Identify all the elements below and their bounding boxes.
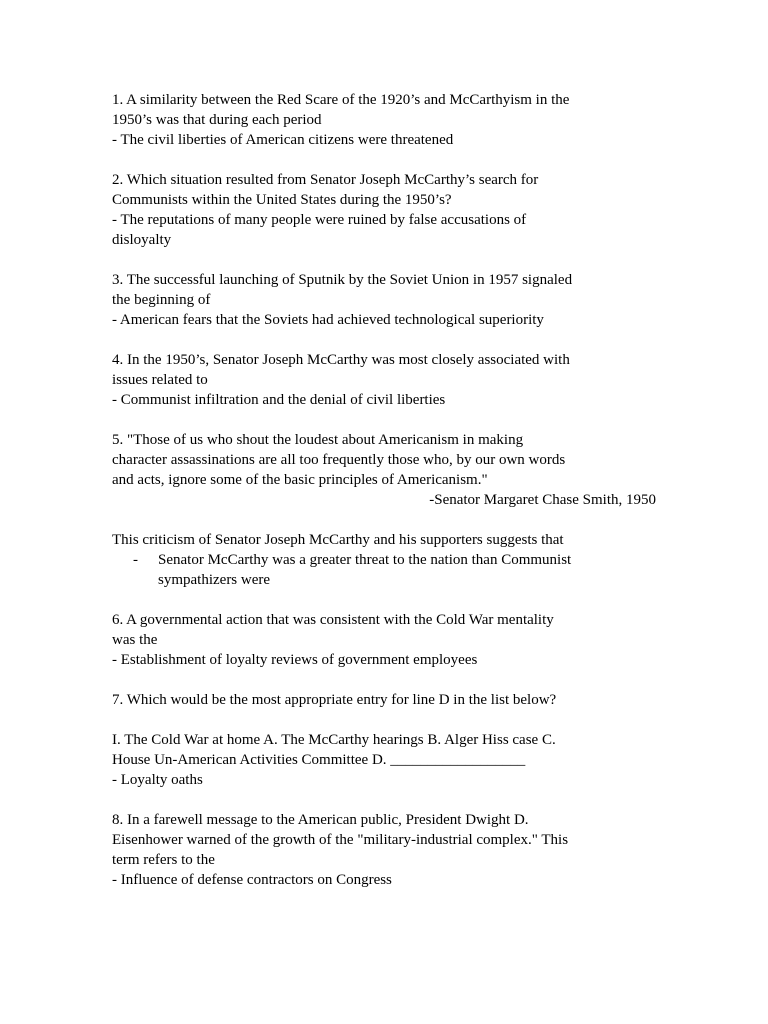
- quote-attribution: -Senator Margaret Chase Smith, 1950: [429, 492, 656, 508]
- question-text: 3. The successful launching of Sputnik by the Soviet Union in 1957 signaled: [112, 272, 573, 288]
- question-text: 8. In a farewell message to the American public, President Dwight D.: [112, 812, 529, 828]
- question-5-followup: [112, 530, 662, 590]
- question-text: 1. A similarity between the Red Scare of the 1920’s and McCarthyism in the: [112, 92, 570, 108]
- question-text: 7. Which would be the most appropriate entry for line D in the list below?: [112, 692, 557, 708]
- question-text: This criticism of Senator Joseph McCarthy and his supporters suggests that: [112, 532, 564, 548]
- question-text: issues related to: [112, 372, 208, 388]
- answer-text-line: sympathizers were: [158, 572, 271, 588]
- answer-bullet: [133, 550, 662, 590]
- question-5: [112, 430, 662, 510]
- answer-text: - Loyalty oaths: [112, 772, 203, 788]
- quote-text: 5. "Those of us who shout the loudest about Americanism in making: [112, 432, 524, 448]
- answer-text: - The reputations of many people were ruined by false accusations of: [112, 212, 527, 228]
- question-7-list: [112, 730, 662, 790]
- question-text: 1950’s was that during each period: [112, 112, 322, 128]
- answer-text: disloyalty: [112, 232, 172, 248]
- question-8: [112, 810, 662, 890]
- answer-text: - Establishment of loyalty reviews of government employees: [112, 652, 478, 668]
- answer-text: [158, 550, 662, 590]
- document-page: [112, 90, 662, 910]
- answer-text: - Influence of defense contractors on Congress: [112, 872, 392, 888]
- question-7: [112, 690, 662, 710]
- answer-text: - Communist infiltration and the denial of civil liberties: [112, 392, 446, 408]
- question-3: [112, 270, 662, 330]
- question-text: 2. Which situation resulted from Senator Joseph McCarthy’s search for: [112, 172, 539, 188]
- list-text: I. The Cold War at home A. The McCarthy hearings B. Alger Hiss case C.: [112, 732, 556, 748]
- quote-text: character assassinations are all too frequently those who, by our own words: [112, 452, 566, 468]
- list-text: House Un-American Activities Committee D. __________________: [112, 752, 526, 768]
- bullet-dash: -: [133, 552, 138, 568]
- answer-text: - The civil liberties of American citizens were threatened: [112, 132, 454, 148]
- question-text: 6. A governmental action that was consistent with the Cold War mentality: [112, 612, 554, 628]
- question-4: [112, 350, 662, 410]
- question-6: [112, 610, 662, 670]
- answer-text: - American fears that the Soviets had achieved technological superiority: [112, 312, 544, 328]
- question-text: 4. In the 1950’s, Senator Joseph McCarthy was most closely associated with: [112, 352, 570, 368]
- question-text: Communists within the United States during the 1950’s?: [112, 192, 452, 208]
- answer-text-line: Senator McCarthy was a greater threat to the nation than Communist: [158, 552, 572, 568]
- quote-text: and acts, ignore some of the basic principles of Americanism.": [112, 472, 488, 488]
- question-text: term refers to the: [112, 852, 215, 868]
- question-2: [112, 170, 662, 250]
- question-1: [112, 90, 662, 150]
- question-text: was the: [112, 632, 158, 648]
- question-text: the beginning of: [112, 292, 211, 308]
- question-text: Eisenhower warned of the growth of the "military-industrial complex." This: [112, 832, 569, 848]
